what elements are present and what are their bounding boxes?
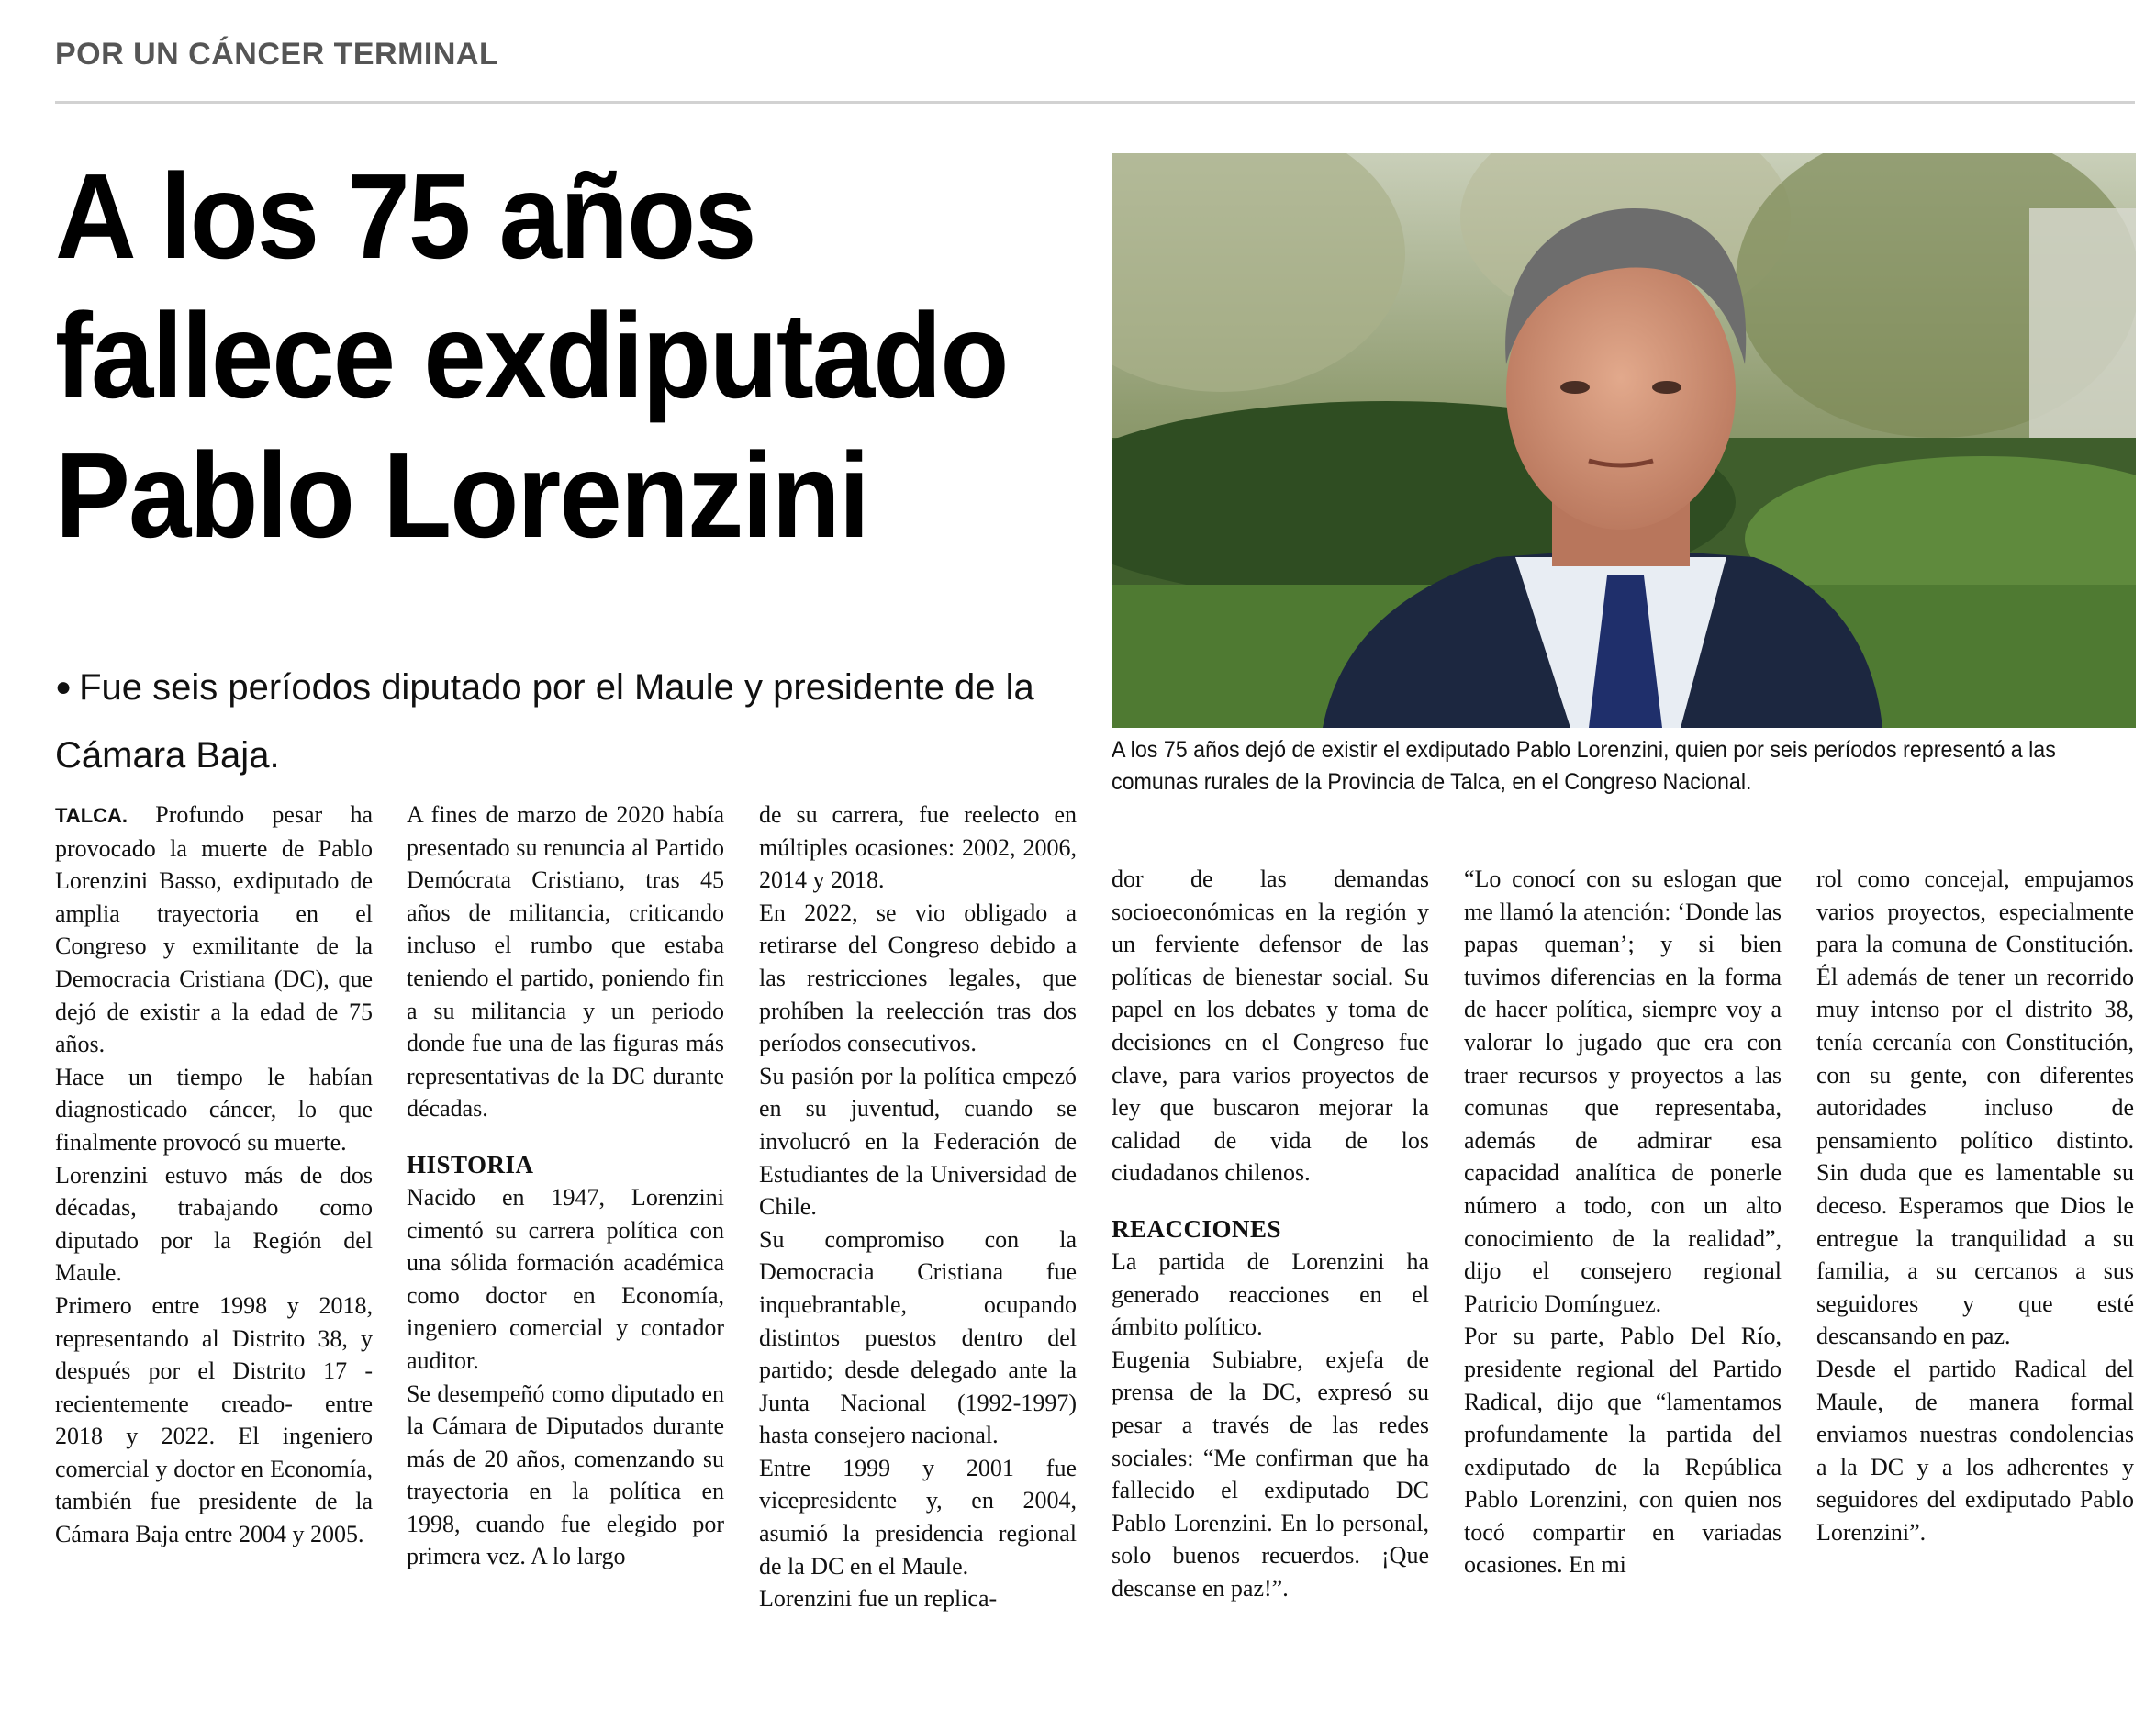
portrait-illustration <box>1112 153 2136 728</box>
paragraph: Entre 1999 y 2001 fue vicepresidente y, en 2004, asumió la presidencia regional de la DC en el Maule. <box>759 1454 1077 1580</box>
article-column-4 <box>1112 863 1429 1604</box>
paragraph <box>55 799 373 1061</box>
paragraph: Hace un tiempo le habían diagnosticado cáncer, lo que finalmente provocó su muerte. <box>55 1063 373 1156</box>
paragraph: Eugenia Subiabre, exjefa de prensa de la DC, expresó su pesar a través de las redes sociales: “Me confirman que ha fallecido el exdiputado DC Pablo Lorenzini. En lo personal, solo buenos recuerdos. ¡Que descanse en paz!”. <box>1112 1346 1429 1602</box>
paragraph: Su pasión por la política empezó en su juventud, cuando se involucró en la Federación de Estudiantes de la Universidad de Chile. <box>759 1062 1077 1221</box>
headline-line-3: Pablo Lorenzini <box>55 428 869 563</box>
paragraph: de su carrera, fue reelecto en múltiples ocasiones: 2002, 2006, 2014 y 2018. <box>759 801 1077 894</box>
paragraph: A fines de marzo de 2020 había presentado su renuncia al Partido Demócrata Cristiano, tras 45 años de militancia, criticando incluso el rumbo que estaba teniendo el partido, poniendo fin a su militancia y un periodo donde fue una de las figuras más representativas de la DC durante décadas. <box>407 801 724 1123</box>
paragraph: rol como concejal, empujamos varios proyectos, especialmente para la comuna de Constitución. Él además de tener un recorrido muy intenso por el distrito 38, tenía cercanía con Constitución, con su gente, con diferentes autoridades incluso de pensamiento político distinto. Sin duda que es lamentable su deceso. Esperamos que Dios le entregue la tranquilidad a su familia, a su cercanos a sus seguidores y que esté descansando en paz. <box>1816 866 2134 1350</box>
paragraph: Lorenzini estuvo más de dos décadas, trabajando como diputado por la Región del Maule. <box>55 1161 373 1287</box>
section-divider <box>55 101 2135 104</box>
paragraph: Por su parte, Pablo Del Río, presidente regional del Partido Radical, dijo que “lamentamos profundamente la partida del exdiputado de la República Pablo Lorenzini, con quien nos tocó compartir en variadas ocasiones. En mi <box>1464 1323 1782 1579</box>
dateline: TALCA. <box>55 804 128 827</box>
paragraph: Se desempeñó como diputado en la Cámara de Diputados durante más de 20 años, comenzando su trayectoria en la política en 1998, cuando fue elegido por primera vez. A lo largo <box>407 1379 724 1570</box>
paragraph-text: Profundo pesar ha provocado la muerte de Pablo Lorenzini Basso, exdiputado de amplia trayectoria en el Congreso y exmilitante de la Democracia Cristiana (DC), que dejó de existir a la edad de 75 años. <box>55 801 373 1058</box>
paragraph: Desde el partido Radical del Maule, de manera formal enviamos nuestras condolencias a la DC y a los adherentes y seguidores del exdiputado Pablo Lorenzini”. <box>1816 1355 2134 1546</box>
photo-caption: A los 75 años dejó de existir el exdiputado Pablo Lorenzini, quien por seis períodos representó a las comunas rurales de la Provincia de Talca, en el Congreso Nacional. <box>1112 737 2056 795</box>
headline <box>55 147 1037 565</box>
paragraph: En 2022, se vio obligado a retirarse del Congreso debido a las restricciones legales, que prohíben la reelección tras dos períodos consecutivos. <box>759 899 1077 1057</box>
paragraph: Su compromiso con la Democracia Cristiana fue inquebrantable, ocupando distintos puestos dentro del partido; desde delegado ante la Junta Nacional (1992-1997) hasta consejero nacional. <box>759 1225 1077 1449</box>
paragraph: La partida de Lorenzini ha generado reacciones en el ámbito político. <box>1112 1247 1429 1341</box>
paragraph: Lorenzini fue un replica- <box>759 1585 998 1613</box>
subhead <box>55 653 1111 789</box>
paragraph: “Lo conocí con su eslogan que me llamó la atención: ‘Donde las papas queman’; y si bien tuvimos diferencias en la forma de hacer política, siempre voy a valorar lo jugado que era con traer recursos y proyectos a las comunas que representaba, además de admirar esa capacidad analítica de ponerle número a todo, con un alto conocimiento de la realidad”, dijo el consejero regional Patricio Domínguez. <box>1464 866 1782 1317</box>
paragraph: Primero entre 1998 y 2018, representando al Distrito 38, y después por el Distrito 17 -recientemente creado- entre 2018 y 2022. El ingeniero comercial y doctor en Economía, también fue presidente de la Cámara Baja entre 2004 y 2005. <box>55 1291 373 1548</box>
bullet-icon: ● <box>55 672 73 702</box>
headline-line-2: fallece exdiputado <box>55 288 1008 423</box>
section-heading-reacciones: REACCIONES <box>1112 1214 1282 1243</box>
paragraph: Nacido en 1947, Lorenzini cimentó su carrera política con una sólida formación académica como doctor en Economía, ingeniero comercial y contador auditor. <box>407 1183 724 1374</box>
headline-line-1: A los 75 años <box>55 149 755 284</box>
article-column-2 <box>407 799 724 1573</box>
article-column-6 <box>1816 863 2134 1548</box>
section-heading-historia: HISTORIA <box>407 1150 534 1178</box>
article-column-5 <box>1464 863 1782 1581</box>
paragraph: dor de las demandas socioeconómicas en la región y un ferviente defensor de las políticas de bienestar social. Su papel en los debates y toma de decisiones en el Congreso fue clave, para varios proyectos de ley que buscaron mejorar la calidad de vida de los ciudadanos chilenos. <box>1112 866 1429 1187</box>
section-label: POR UN CÁNCER TERMINAL <box>55 37 499 72</box>
subhead-text: Fue seis períodos diputado por el Maule y presidente de la Cámara Baja. <box>55 667 1034 776</box>
article-column-1 <box>55 799 373 1551</box>
article-column-3 <box>759 799 1077 1615</box>
portrait-photo <box>1112 153 2136 728</box>
